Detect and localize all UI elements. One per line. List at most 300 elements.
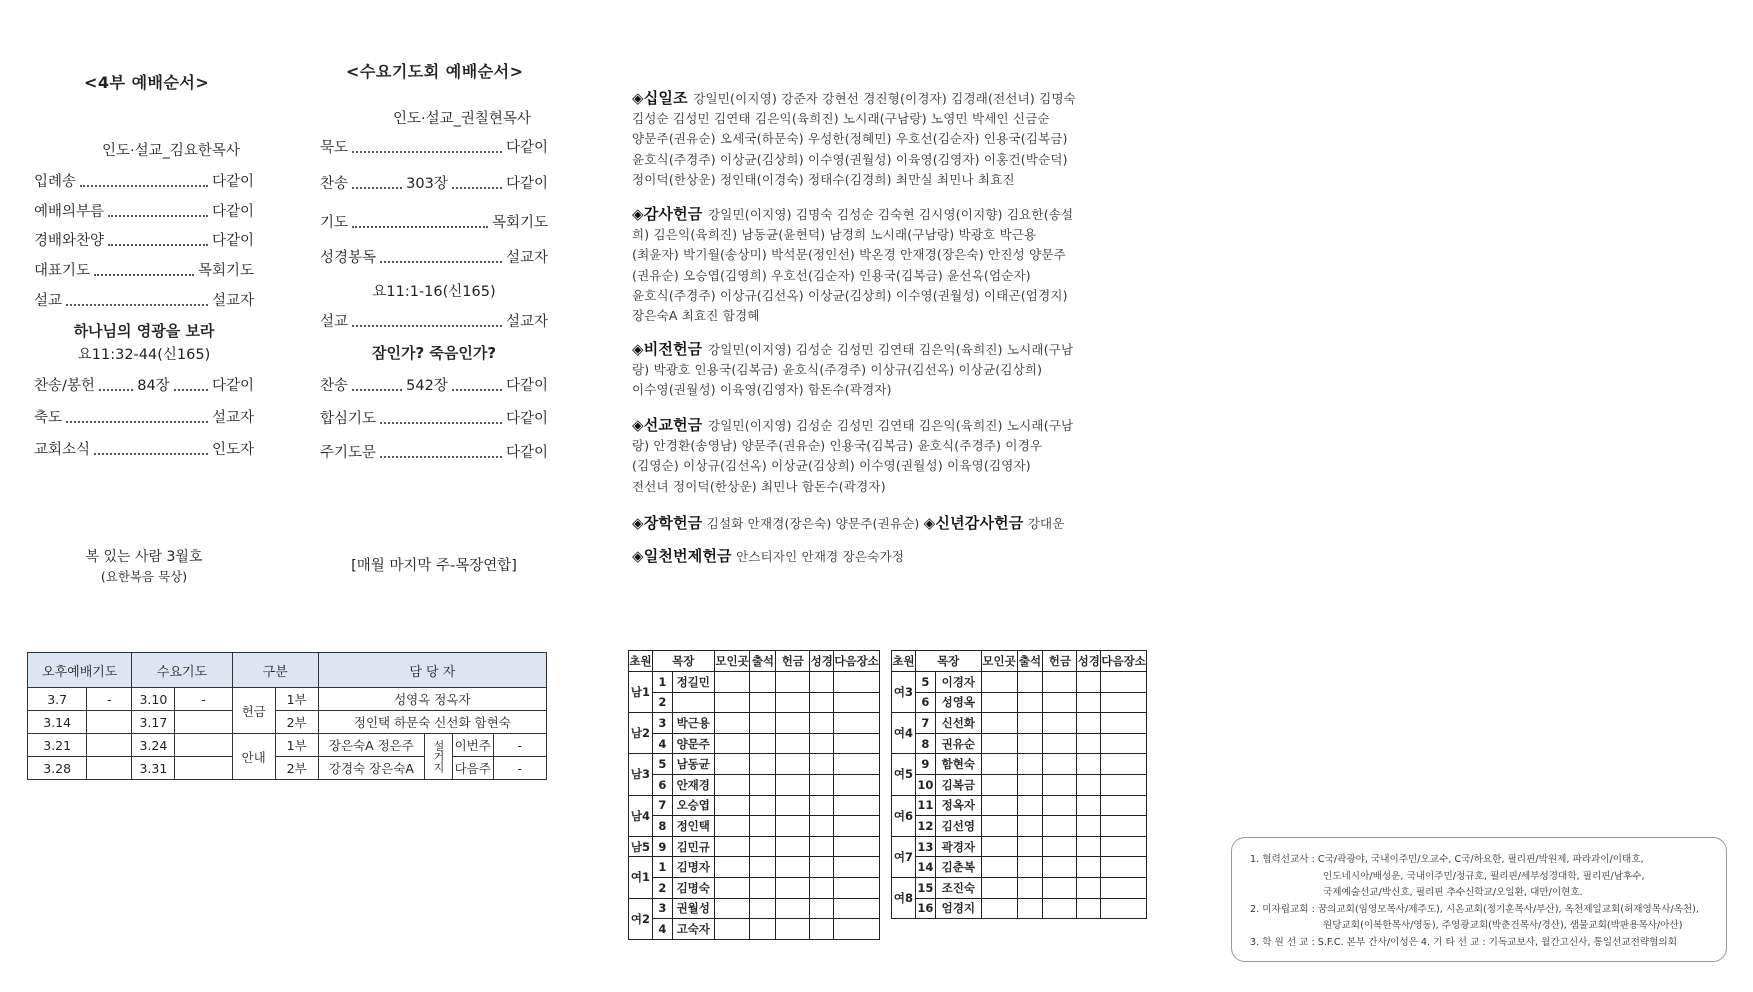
attendance-cell[interactable] [1043,836,1077,857]
duty-category: 안내 [232,734,275,780]
duty-sub: 2부 [275,757,318,780]
offering-line [632,88,1076,109]
attendance-cell[interactable] [1077,754,1101,775]
dotted-leader [452,389,502,391]
attendance-cell[interactable] [776,692,810,713]
attendance-cell[interactable] [834,733,880,754]
order-item [320,374,548,395]
attendance-leader: 엄경지 [935,898,981,919]
attendance-cell[interactable] [1043,692,1077,713]
duty-date: 3.10 [132,688,175,711]
attendance-cell[interactable] [1077,816,1101,837]
attendance-leader: 김명숙 [672,877,714,898]
attendance-cell[interactable] [1101,733,1147,754]
order-item [320,211,548,232]
attendance-cell[interactable] [776,877,810,898]
attendance-header: 성경 [1077,651,1101,672]
attendance-number: 12 [915,816,935,837]
attendance-cell[interactable] [1017,733,1043,754]
service4-footer2: (요한복음 묵상) [100,569,188,584]
offering-line [632,436,1073,456]
attendance-cell[interactable] [810,733,834,754]
mission-line: 국제예술선교/박신호, 필리핀 추수신학교/오일환, 대만/이현호. [1323,887,1583,898]
attendance-number: 3 [652,898,672,919]
order-item-hymn: 542장 [406,378,448,394]
duty-week-value: - [493,734,546,757]
order-item-responsible: 설교자 [211,293,254,309]
attendance-group: 남4 [629,795,653,836]
attendance-number: 13 [915,836,935,857]
order-item-name: 경배와찬양 [34,233,105,249]
attendance-header: 초원 [892,651,916,672]
attendance-cell[interactable] [1077,672,1101,693]
attendance-cell[interactable] [1017,877,1043,898]
order-item [34,170,254,191]
attendance-cell[interactable] [1017,754,1043,775]
attendance-cell[interactable] [1077,857,1101,878]
attendance-leader: 김선영 [935,816,981,837]
duty-person: - [87,688,132,711]
wednesday-sermon-title: 잠인가? 죽음인가? [371,344,497,362]
order-item [34,374,254,395]
attendance-cell[interactable] [750,733,776,754]
order-item-hymn: 303장 [406,176,448,192]
duty-people: 정인택 하문숙 신선화 함현숙 [318,711,546,734]
attendance-cell[interactable] [834,754,880,775]
duty-person [87,757,132,780]
attendance-number: 2 [652,692,672,713]
order-item [34,406,254,427]
table-row [892,816,1147,837]
attendance-cell[interactable] [1077,795,1101,816]
table-row [629,713,880,734]
scholarship-line [632,513,1065,534]
attendance-cell[interactable] [714,795,750,816]
duty-dishwash-label: 설거지 [425,734,453,780]
offering-line [632,306,1073,326]
attendance-cell[interactable] [1043,733,1077,754]
attendance-cell[interactable] [834,713,880,734]
attendance-number: 7 [915,713,935,734]
order-item-responsible: 목회기도 [197,263,254,279]
attendance-cell[interactable] [714,877,750,898]
attendance-cell[interactable] [834,672,880,693]
order-item-responsible: 다같이 [211,233,254,249]
attendance-leader: 신선화 [935,713,981,734]
dotted-leader [380,422,502,424]
offering-names: 장은숙A 최효진 함경혜 [632,308,760,324]
attendance-cell[interactable] [810,816,834,837]
order-item [320,441,548,462]
attendance-cell[interactable] [776,795,810,816]
attendance-cell[interactable] [810,774,834,795]
attendance-cell[interactable] [750,857,776,878]
dotted-leader [380,261,502,263]
attendance-group: 남5 [629,836,653,857]
table-row [629,857,880,878]
attendance-cell[interactable] [714,816,750,837]
order-item-name: 입례송 [34,174,77,190]
offering-names: 이수영(권월성) 이육영(김영자) 함돈수(곽경자) [632,382,892,398]
attendance-leader: 김춘복 [935,857,981,878]
attendance-group: 남1 [629,672,653,713]
order-item-responsible: 다같이 [211,174,254,190]
table-row [892,795,1147,816]
attendance-cell[interactable] [1043,816,1077,837]
offering-line [632,286,1073,306]
attendance-cell[interactable] [714,754,750,775]
attendance-group: 남2 [629,713,653,754]
dotted-leader [66,421,208,423]
order-item-responsible: 다같이 [211,204,254,220]
attendance-header: 모인곳 [981,651,1017,672]
duty-date: 3.7 [28,688,87,711]
offering-line [632,129,1076,149]
attendance-cell[interactable] [1043,795,1077,816]
attendance-cell[interactable] [1017,836,1043,857]
wednesday-scripture: 요11:1-16(신165) [372,284,496,300]
ilchon-names: 안스티자인 안재경 장은숙가정 [736,549,905,564]
attendance-cell[interactable] [714,836,750,857]
attendance-number: 14 [915,857,935,878]
attendance-cell[interactable] [776,898,810,919]
attendance-cell[interactable] [981,816,1017,837]
attendance-header: 헌금 [1043,651,1077,672]
attendance-cell[interactable] [1101,816,1147,837]
attendance-group: 여4 [892,713,916,754]
order-item-responsible: 다같이 [505,176,549,192]
dotted-leader [352,226,488,228]
order-item [34,200,254,221]
attendance-cell[interactable] [981,672,1017,693]
duty-person [175,711,232,734]
table-row [629,774,880,795]
attendance-cell[interactable] [1017,713,1043,734]
attendance-number: 3 [652,713,672,734]
attendance-cell[interactable] [1101,672,1147,693]
attendance-cell[interactable] [1017,774,1043,795]
attendance-number: 8 [652,816,672,837]
ilchon-line [632,546,904,567]
mission-line: 2. 미자립교회 : 꿈의교회(임영모목사/제주도), 시온교회(정기훈목사/부산), 옥천제일교회(허재영목사/옥천), [1250,903,1699,915]
dotted-leader [352,151,502,153]
attendance-leader: 남동균 [672,754,714,775]
attendance-cell[interactable] [1101,877,1147,898]
attendance-cell[interactable] [1077,836,1101,857]
attendance-cell[interactable] [750,919,776,940]
attendance-cell[interactable] [981,774,1017,795]
attendance-table-right [891,650,1147,919]
attendance-cell[interactable] [750,672,776,693]
attendance-cell[interactable] [1043,672,1077,693]
attendance-cell[interactable] [1077,774,1101,795]
dotted-leader [352,325,502,327]
attendance-cell[interactable] [750,774,776,795]
offering-names: 김성순 김성민 김연태 김은익(육희진) 노시래(구남랑) 노영민 박세인 신금순 [632,111,1050,127]
offering-heading: ◈비전헌금 [632,340,708,358]
dotted-leader [452,187,502,189]
table-row [892,733,1147,754]
attendance-cell[interactable] [1077,877,1101,898]
mission-line: 3. 학 원 선 교 : S.F.C. 본부 간사/이성은 4. 기 타 선 교 : 기독교보사, 월간고신사, 통일선교전략협의회 [1250,936,1677,948]
attendance-cell[interactable] [1017,672,1043,693]
attendance-cell[interactable] [981,877,1017,898]
table-row [892,774,1147,795]
dotted-leader [352,187,402,189]
attendance-group: 여5 [892,754,916,795]
table-row [629,754,880,775]
attendance-cell[interactable] [810,877,834,898]
attendance-cell[interactable] [750,692,776,713]
attendance-cell[interactable] [810,898,834,919]
table-row [629,836,880,857]
attendance-cell[interactable] [776,816,810,837]
attendance-cell[interactable] [810,713,834,734]
attendance-number: 1 [652,857,672,878]
attendance-cell[interactable] [834,857,880,878]
order-item-name: 설교 [320,314,349,330]
table-row [892,754,1147,775]
attendance-cell[interactable] [834,692,880,713]
attendance-cell[interactable] [834,795,880,816]
order-item-responsible: 다같이 [505,378,549,394]
order-item [320,172,548,193]
attendance-number: 11 [915,795,935,816]
attendance-cell[interactable] [1077,713,1101,734]
attendance-number: 1 [652,672,672,693]
attendance-cell[interactable] [750,795,776,816]
offering-line [632,204,1073,225]
attendance-cell[interactable] [1043,857,1077,878]
attendance-cell[interactable] [750,898,776,919]
order-item-hymn: 84장 [137,378,170,394]
order-item-responsible: 목회기도 [491,215,548,231]
attendance-cell[interactable] [1043,898,1077,919]
order-item-responsible: 설교자 [505,250,548,266]
attendance-cell[interactable] [1101,795,1147,816]
mission-box [1231,837,1727,962]
attendance-cell[interactable] [1077,898,1101,919]
attendance-cell[interactable] [1077,692,1101,713]
attendance-cell[interactable] [750,816,776,837]
duty-people: 장은숙A 정은주 [318,734,424,757]
attendance-cell[interactable] [1017,857,1043,878]
attendance-cell[interactable] [810,919,834,940]
attendance-cell[interactable] [981,754,1017,775]
attendance-cell[interactable] [810,836,834,857]
attendance-cell[interactable] [1101,774,1147,795]
attendance-group: 여3 [892,672,916,713]
attendance-cell[interactable] [834,919,880,940]
attendance-cell[interactable] [1017,795,1043,816]
duty-header-category: 구분 [232,653,318,688]
table-row [629,919,880,940]
offering-names: 윤호식(주경주) 이상규(김선옥) 이상균(김상희) 이수영(권월성) 이태곤(엄경지) [632,287,1068,303]
attendance-cell[interactable] [714,713,750,734]
attendance-cell[interactable] [714,898,750,919]
attendance-leader: 박근용 [672,713,714,734]
offering-line [632,245,1073,265]
attendance-cell[interactable] [981,692,1017,713]
attendance-cell[interactable] [776,774,810,795]
duty-person [175,757,232,780]
attendance-cell[interactable] [1077,733,1101,754]
attendance-cell[interactable] [776,857,810,878]
duty-category: 헌금 [232,688,275,734]
service4-sermon-title: 하나님의 영광을 보라 [73,322,215,340]
attendance-cell[interactable] [1017,898,1043,919]
table-row [892,836,1147,857]
attendance-cell[interactable] [1043,713,1077,734]
dotted-leader [99,389,133,391]
attendance-cell[interactable] [714,692,750,713]
attendance-number: 15 [915,877,935,898]
attendance-cell[interactable] [1101,692,1147,713]
order-item [320,136,548,157]
new-year-offering-names: 강대운 [1027,516,1065,531]
order-item-name: 대표기도 [34,263,91,279]
attendance-cell[interactable] [714,919,750,940]
order-item-responsible: 인도자 [211,442,254,458]
attendance-leader: 김민규 [672,836,714,857]
attendance-cell[interactable] [810,857,834,878]
attendance-cell[interactable] [834,898,880,919]
attendance-cell[interactable] [714,857,750,878]
offering-heading: ◈감사헌금 [632,205,708,223]
attendance-leader: 성영옥 [935,692,981,713]
attendance-number: 9 [915,754,935,775]
attendance-cell[interactable] [1017,816,1043,837]
offering-line [632,170,1076,190]
offering-names: 랑) 안경환(송영남) 양문주(권유순) 인용국(김복금) 윤호식(주경주) 이경우 [632,438,1043,454]
attendance-number: 16 [915,898,935,919]
duty-table [27,652,547,780]
attendance-header: 출석 [750,651,776,672]
attendance-leader: 조진숙 [935,877,981,898]
attendance-number: 6 [652,774,672,795]
offering-names: (권유순) 오승엽(김영희) 우호선(김순자) 인용국(김복금) 윤선옥(엄순자) [632,267,1031,283]
attendance-group: 여1 [629,857,653,898]
mission-line: 인도네시아/배성운, 국내이주민/정규호, 필리핀/세부성경대학, 필리핀/남후수, [1323,870,1645,882]
duty-week-value: - [493,757,546,780]
offering-names: 정이덕(한상운) 정인태(이경숙) 정태수(김경희) 최만실 최민나 최효진 [632,171,1015,187]
attendance-cell[interactable] [834,836,880,857]
dotted-leader [66,304,208,306]
attendance-cell[interactable] [776,733,810,754]
attendance-cell[interactable] [1101,754,1147,775]
attendance-cell[interactable] [776,672,810,693]
order-item [34,289,254,310]
dotted-leader [108,215,208,217]
attendance-leader: 김명자 [672,857,714,878]
attendance-group: 여7 [892,836,916,877]
table-row [892,672,1147,693]
attendance-cell[interactable] [1101,898,1147,919]
dotted-leader [80,185,208,187]
attendance-cell[interactable] [750,713,776,734]
duty-date: 3.21 [28,734,87,757]
attendance-cell[interactable] [776,713,810,734]
attendance-cell[interactable] [1101,836,1147,857]
table-row [629,877,880,898]
attendance-cell[interactable] [714,733,750,754]
table-row [629,733,880,754]
attendance-leader [672,692,714,713]
attendance-header: 출석 [1017,651,1043,672]
attendance-header: 목장 [915,651,981,672]
attendance-header: 목장 [652,651,714,672]
offering-line [632,380,1073,400]
attendance-cell[interactable] [750,877,776,898]
attendance-cell[interactable] [1101,713,1147,734]
attendance-leader: 정길민 [672,672,714,693]
wednesday-leader: 인도·설교_권칠현목사 [393,111,531,127]
attendance-cell[interactable] [714,774,750,795]
attendance-cell[interactable] [981,733,1017,754]
scholarship-heading: ◈장학헌금 [632,514,703,532]
order-item [34,438,254,459]
attendance-header: 다음장소 [1101,651,1147,672]
attendance-cell[interactable] [1043,877,1077,898]
attendance-group: 남3 [629,754,653,795]
attendance-cell[interactable] [1101,857,1147,878]
attendance-cell[interactable] [714,672,750,693]
attendance-cell[interactable] [834,877,880,898]
attendance-number: 6 [915,692,935,713]
attendance-cell[interactable] [1043,754,1077,775]
attendance-cell[interactable] [776,919,810,940]
attendance-cell[interactable] [810,692,834,713]
attendance-leader: 이경자 [935,672,981,693]
attendance-leader: 권유순 [935,733,981,754]
offering-names: 희) 김은익(육희진) 남동균(윤현덕) 남경희 노시래(구남랑) 박광호 박근용 [632,227,1037,243]
order-item [34,229,254,250]
duty-week: 이번주 [452,734,493,757]
attendance-leader: 김복금 [935,774,981,795]
attendance-cell[interactable] [834,816,880,837]
attendance-cell[interactable] [776,836,810,857]
table-row [629,816,880,837]
attendance-cell[interactable] [981,836,1017,857]
offering-heading: ◈십일조 [632,89,694,107]
attendance-cell[interactable] [981,898,1017,919]
attendance-cell[interactable] [981,713,1017,734]
attendance-cell[interactable] [834,774,880,795]
order-item-name: 기도 [320,215,349,231]
attendance-cell[interactable] [750,836,776,857]
offering-names: 강일민(이지영) 김성순 김성민 김연태 김은익(육희진) 노시래(구남 [707,342,1074,357]
duty-date: 3.17 [132,711,175,734]
attendance-cell[interactable] [810,795,834,816]
order-item [34,259,254,280]
attendance-cell[interactable] [1043,774,1077,795]
attendance-cell[interactable] [981,857,1017,878]
wednesday-footer: [매월 마지막 주-목장연합] [351,558,517,574]
attendance-cell[interactable] [750,754,776,775]
offering-line [632,456,1073,476]
attendance-cell[interactable] [810,672,834,693]
attendance-header: 헌금 [776,651,810,672]
attendance-cell[interactable] [981,795,1017,816]
attendance-group: 여2 [629,898,653,939]
offering-names: 랑) 박광호 인용국(김복금) 윤호식(주경주) 이상규(김선옥) 이상균(김상희) [632,362,1043,378]
attendance-cell[interactable] [776,754,810,775]
offering-names: 윤호식(주경주) 이상균(김상희) 이수영(권월성) 이육영(김영자) 이홍건(박순덕) [632,151,1068,167]
offering-names: (최윤자) 박기월(송상미) 박석문(정인선) 박온경 안재경(장은숙) 안진성 양문주 [632,247,1066,263]
attendance-cell[interactable] [1017,692,1043,713]
attendance-cell[interactable] [810,754,834,775]
offering-line [632,109,1076,129]
